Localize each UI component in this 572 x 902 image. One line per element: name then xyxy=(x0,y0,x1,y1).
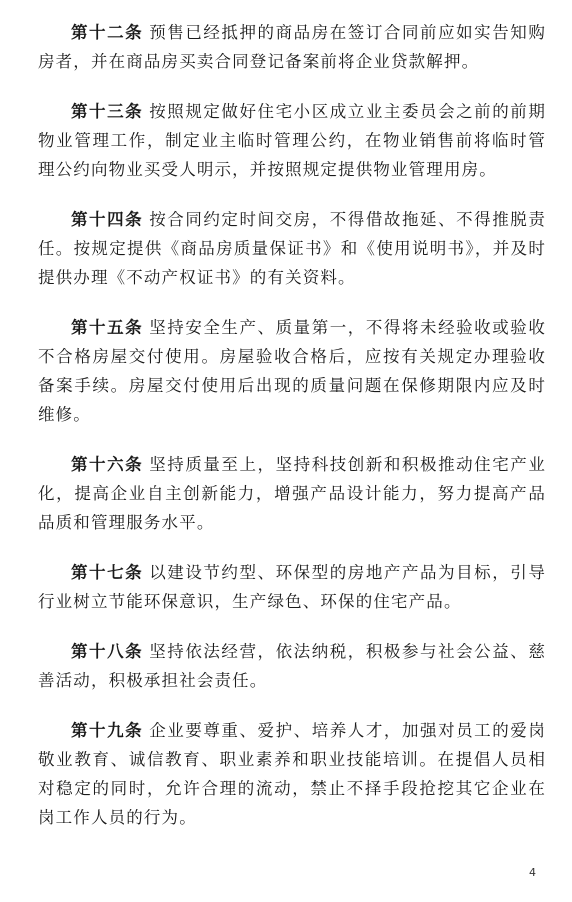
article-text: 坚持质量至上，坚持科技创新和积极推动住宅产业化，提高企业自主创新能力，增强产品设计能力，努力提高产品品质和管理服务水平。 xyxy=(38,455,546,532)
article-text: 坚持安全生产、质量第一，不得将未经验收或验收不合格房屋交付使用。房屋验收合格后，应按有关规定办理验收备案手续。房屋交付使用后出现的质量问题在保修期限内应及时维修。 xyxy=(38,318,546,424)
article-15 xyxy=(38,313,546,429)
article-16 xyxy=(38,450,546,537)
article-17 xyxy=(38,558,546,616)
article-number: 第十四条 xyxy=(71,210,144,229)
article-number: 第十八条 xyxy=(71,642,144,661)
article-number: 第十六条 xyxy=(71,455,144,474)
article-number: 第十七条 xyxy=(71,563,144,582)
article-number: 第十三条 xyxy=(71,102,144,121)
article-text: 企业要尊重、爱护、培养人才，加强对员工的爱岗敬业教育、诚信教育、职业素养和职业技能培训。在提倡人员相对稳定的同时，允许合理的流动，禁止不择手段抢挖其它企业在岗工作人员的行为。 xyxy=(38,721,546,827)
article-number: 第十五条 xyxy=(71,318,144,337)
article-19 xyxy=(38,716,546,832)
article-text: 按照规定做好住宅小区成立业主委员会之前的前期物业管理工作，制定业主临时管理公约，在物业销售前将临时管理公约向物业买受人明示，并按照规定提供物业管理用房。 xyxy=(38,102,546,179)
article-number: 第十九条 xyxy=(71,721,144,740)
article-13 xyxy=(38,97,546,184)
article-text: 按合同约定时间交房，不得借故拖延、不得推脱责任。按规定提供《商品房质量保证书》和《使用说明书》，并及时提供办理《不动产权证书》的有关资料。 xyxy=(38,210,546,287)
article-18 xyxy=(38,637,546,695)
article-12 xyxy=(38,18,546,76)
page-number: 4 xyxy=(529,866,536,879)
article-text: 预售已经抵押的商品房在签订合同前应如实告知购房者，并在商品房买卖合同登记备案前将企业贷款解押。 xyxy=(38,23,546,71)
article-text: 坚持依法经营，依法纳税，积极参与社会公益、慈善活动，积极承担社会责任。 xyxy=(38,642,546,690)
document-body xyxy=(38,18,546,853)
article-text: 以建设节约型、环保型的房地产产品为目标，引导行业树立节能环保意识，生产绿色、环保的住宅产品。 xyxy=(38,563,546,611)
article-14 xyxy=(38,205,546,292)
article-number: 第十二条 xyxy=(71,23,144,42)
